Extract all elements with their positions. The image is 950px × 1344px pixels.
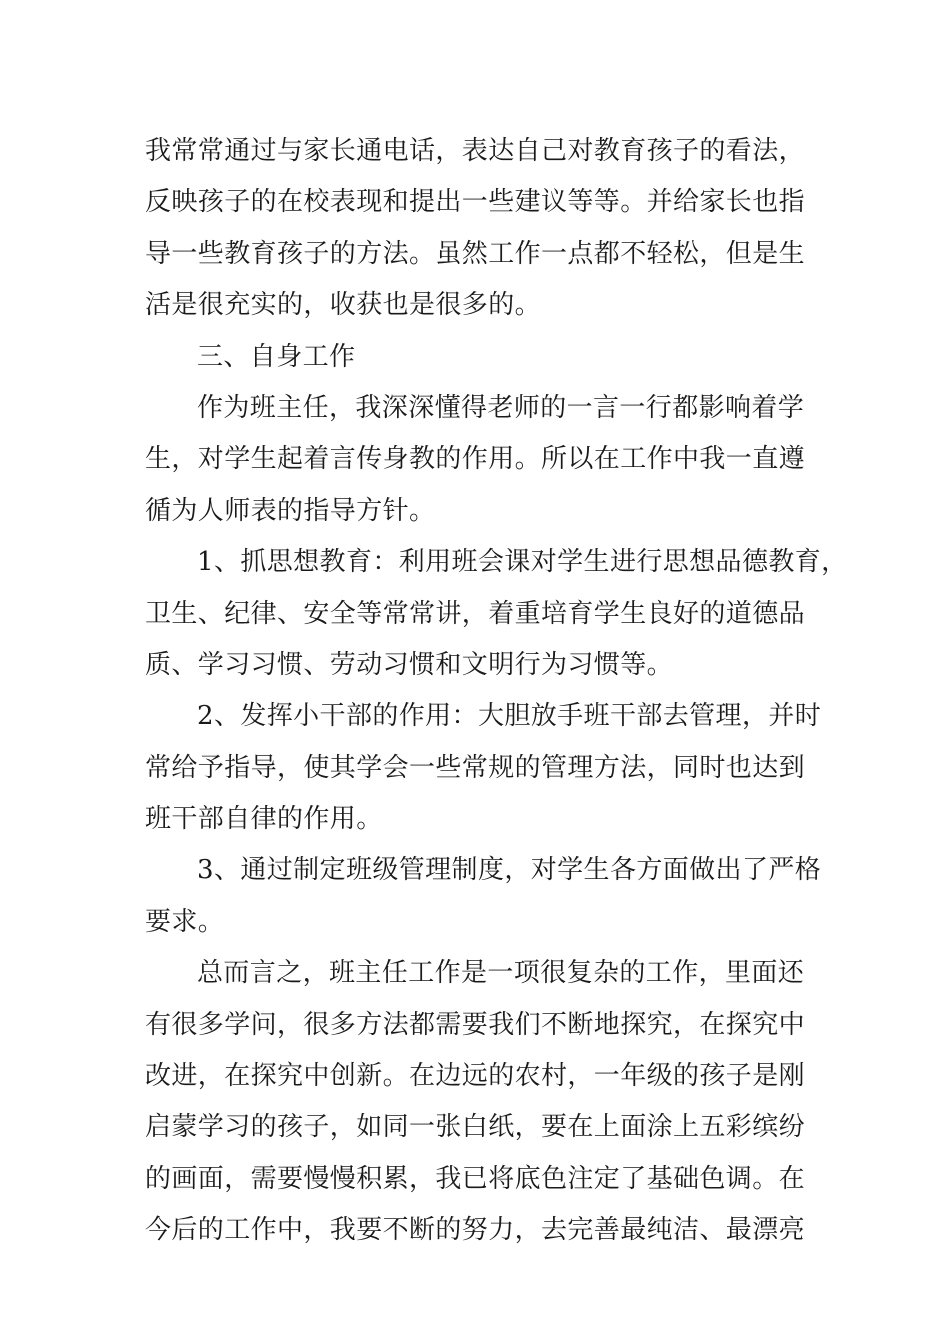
text-line: 我常常通过与家长通电话，表达自己对教育孩子的看法， — [145, 136, 806, 166]
section-heading: 三、自身工作 — [197, 341, 356, 372]
text-line: 改进，在探究中创新。在边远的农村，一年级的孩子是刚 — [145, 1061, 806, 1092]
list-item-line: 1、抓思想教育：利用班会课对学生进行思想品德教育， — [197, 547, 848, 578]
text-line: 活是很充实的，收获也是很多的。 — [145, 290, 542, 321]
text-line: 反映孩子的在校表现和提出一些建议等等。并给家长也指 — [145, 187, 806, 218]
list-item-line: 3、通过制定班级管理制度，对学生各方面做出了严格 — [197, 855, 822, 886]
text-line: 导一些教育孩子的方法。虽然工作一点都不轻松，但是生 — [145, 238, 806, 269]
text-line: 启蒙学习的孩子，如同一张白纸，要在上面涂上五彩缤纷 — [145, 1112, 806, 1143]
text-line: 今后的工作中，我要不断的努力，去完善最纯洁、最漂亮 — [145, 1215, 806, 1246]
text-line: 的画面，需要慢慢积累，我已将底色注定了基础色调。在 — [145, 1163, 806, 1194]
document-body — [145, 126, 848, 1257]
text-line: 有很多学问，很多方法都需要我们不断地探究，在探究中 — [145, 1009, 806, 1040]
text-line: 常给予指导，使其学会一些常规的管理方法，同时也达到 — [145, 752, 806, 783]
text-line: 总而言之，班主任工作是一项很复杂的工作，里面还 — [197, 958, 805, 989]
text-line: 卫生、纪律、安全等常常讲，着重培育学生良好的道德品 — [145, 598, 806, 629]
text-line: 质、学习习惯、劳动习惯和文明行为习惯等。 — [145, 649, 674, 680]
text-line: 作为班主任，我深深懂得老师的一言一行都影响着学 — [197, 392, 805, 423]
text-line: 班干部自律的作用。 — [145, 804, 383, 835]
list-item-line: 2、发挥小干部的作用：大胆放手班干部去管理，并时 — [197, 701, 822, 732]
text-line: 要求。 — [145, 906, 225, 937]
text-line: 生，对学生起着言传身教的作用。所以在工作中我一直遵 — [145, 444, 806, 475]
text-line: 循为人师表的指导方针。 — [145, 495, 436, 526]
